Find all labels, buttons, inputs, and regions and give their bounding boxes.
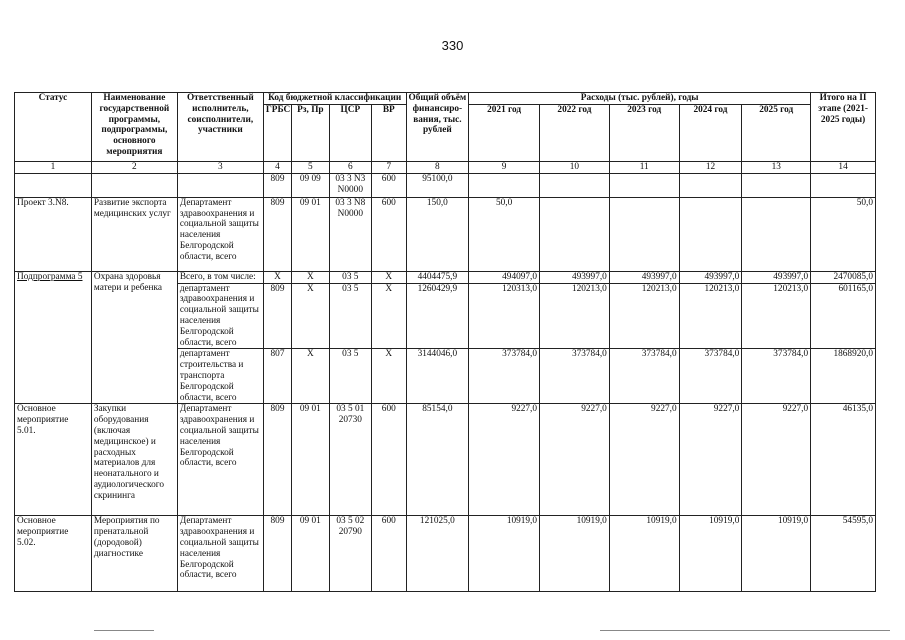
- year-2024-cell: 493997,0: [679, 271, 742, 283]
- header-row-1: [15, 93, 876, 105]
- table-row: [15, 173, 876, 197]
- year-2021-cell: 494097,0: [469, 271, 540, 283]
- year-2024-cell: 10919,0: [679, 516, 742, 592]
- year-2021-cell: 50,0: [469, 197, 540, 271]
- executor-cell: Департамент здравоохранения и социальной защиты населения Белгородской области, всего: [177, 404, 263, 516]
- header-year-2022: 2022 год: [540, 104, 610, 161]
- total-cell: 4404475,9: [406, 271, 469, 283]
- stage-total-cell: 2470085,0: [811, 271, 876, 283]
- executor-cell: Всего, в том числе:: [177, 271, 263, 283]
- col-index: 10: [540, 162, 610, 174]
- scan-rule-right: [600, 630, 890, 631]
- csr-cell: 03 5: [329, 349, 371, 404]
- header-year-2025: 2025 год: [742, 104, 811, 161]
- header-name: Наименование государственной программы, подпрограммы, основного мероприятия: [91, 93, 177, 162]
- budget-table: [14, 92, 876, 592]
- csr-cell: 03 3 N3 N0000: [329, 173, 371, 197]
- year-2022-cell: 373784,0: [540, 349, 610, 404]
- year-2022-cell: 10919,0: [540, 516, 610, 592]
- header-year-2024: 2024 год: [679, 104, 742, 161]
- name-cell: Закупки оборудования (включая медицинское) и расходных материалов для неонатального и аудиологического скрининга: [91, 404, 177, 516]
- col-index: 5: [292, 162, 329, 174]
- stage-total-cell: 54595,0: [811, 516, 876, 592]
- executor-cell: Департамент здравоохранения и социальной защиты населения Белгородской области, всего: [177, 516, 263, 592]
- year-2025-cell: 10919,0: [742, 516, 811, 592]
- header-grbs: ГРБС: [263, 104, 291, 161]
- year-2023-cell: 493997,0: [609, 271, 679, 283]
- col-index: 13: [742, 162, 811, 174]
- header-rzpr: Рз, Пр: [292, 104, 329, 161]
- stage-total-cell: 50,0: [811, 197, 876, 271]
- vr-cell: X: [372, 271, 406, 283]
- col-index: 6: [329, 162, 371, 174]
- col-index: 7: [372, 162, 406, 174]
- name-cell: Мероприятия по пренатальной (дородовой) диагностике: [91, 516, 177, 592]
- col-index: 8: [406, 162, 469, 174]
- grbs-cell: X: [263, 271, 291, 283]
- csr-cell: 03 5 01 20730: [329, 404, 371, 516]
- year-2022-cell: 120213,0: [540, 283, 610, 349]
- stage-total-cell: 1868920,0: [811, 349, 876, 404]
- rzpr-cell: 09 01: [292, 197, 329, 271]
- total-cell: 95100,0: [406, 173, 469, 197]
- year-2023-cell: 10919,0: [609, 516, 679, 592]
- rzpr-cell: X: [292, 283, 329, 349]
- csr-cell: 03 3 N8 N0000: [329, 197, 371, 271]
- vr-cell: X: [372, 283, 406, 349]
- rzpr-cell: X: [292, 271, 329, 283]
- year-2024-cell: 9227,0: [679, 404, 742, 516]
- col-index: 1: [15, 162, 92, 174]
- vr-cell: X: [372, 349, 406, 404]
- rzpr-cell: 09 01: [292, 404, 329, 516]
- executor-cell: департамент строительства и транспорта Белгородской области, всего: [177, 349, 263, 404]
- grbs-cell: 809: [263, 516, 291, 592]
- rzpr-cell: 09 09: [292, 173, 329, 197]
- grbs-cell: 809: [263, 173, 291, 197]
- col-index: 2: [91, 162, 177, 174]
- total-cell: 150,0: [406, 197, 469, 271]
- stage-total-cell: 46135,0: [811, 404, 876, 516]
- csr-cell: 03 5: [329, 271, 371, 283]
- year-2025-cell: 493997,0: [742, 271, 811, 283]
- header-total: Общий объём финансиро-вания, тыс. рублей: [406, 93, 469, 162]
- col-index: 9: [469, 162, 540, 174]
- year-2024-cell: 373784,0: [679, 349, 742, 404]
- header-year-2023: 2023 год: [609, 104, 679, 161]
- page-number: 330: [441, 38, 464, 53]
- grbs-cell: 809: [263, 283, 291, 349]
- status-cell: Основное мероприятие 5.01.: [15, 404, 92, 516]
- table-row: [15, 516, 876, 592]
- header-executor: Ответственный исполнитель, соисполнители, участники: [177, 93, 263, 162]
- col-index: 3: [177, 162, 263, 174]
- vr-cell: 600: [372, 516, 406, 592]
- total-cell: 121025,0: [406, 516, 469, 592]
- table-row: [15, 271, 876, 283]
- rzpr-cell: 09 01: [292, 516, 329, 592]
- status-cell: Проект 3.N8.: [15, 197, 92, 271]
- year-2022-cell: 9227,0: [540, 404, 610, 516]
- name-cell: Охрана здоровья матери и ребенка: [91, 271, 177, 404]
- year-2021-cell: 9227,0: [469, 404, 540, 516]
- header-vr: ВР: [372, 104, 406, 161]
- rzpr-cell: X: [292, 349, 329, 404]
- executor-cell: департамент здравоохранения и социальной защиты населения Белгородской области, всего: [177, 283, 263, 349]
- csr-cell: 03 5 02 20790: [329, 516, 371, 592]
- grbs-cell: 809: [263, 197, 291, 271]
- year-2025-cell: 373784,0: [742, 349, 811, 404]
- col-index: 11: [609, 162, 679, 174]
- vr-cell: 600: [372, 173, 406, 197]
- status-cell: Подпрограмма 5: [15, 271, 92, 404]
- grbs-cell: 807: [263, 349, 291, 404]
- year-2021-cell: 373784,0: [469, 349, 540, 404]
- col-index: 12: [679, 162, 742, 174]
- year-2022-cell: 493997,0: [540, 271, 610, 283]
- grbs-cell: 809: [263, 404, 291, 516]
- stage-total-cell: 601165,0: [811, 283, 876, 349]
- vr-cell: 600: [372, 197, 406, 271]
- name-cell: Развитие экспорта медицинских услуг: [91, 197, 177, 271]
- year-2023-cell: 373784,0: [609, 349, 679, 404]
- year-2023-cell: 9227,0: [609, 404, 679, 516]
- total-cell: 3144046,0: [406, 349, 469, 404]
- header-csr: ЦСР: [329, 104, 371, 161]
- executor-cell: Департамент здравоохранения и социальной защиты населения Белгородской области, всего: [177, 197, 263, 271]
- csr-cell: 03 5: [329, 283, 371, 349]
- table-row: [15, 404, 876, 516]
- vr-cell: 600: [372, 404, 406, 516]
- header-year-2021: 2021 год: [469, 104, 540, 161]
- table-row: [15, 197, 876, 271]
- total-cell: 85154,0: [406, 404, 469, 516]
- scan-rule-left: [94, 630, 154, 631]
- year-2024-cell: 120213,0: [679, 283, 742, 349]
- year-2021-cell: 120313,0: [469, 283, 540, 349]
- header-stage-total: Итого на II этапе (2021-2025 годы): [811, 93, 876, 162]
- header-status: Статус: [15, 93, 92, 162]
- column-index-row: [15, 162, 876, 174]
- col-index: 14: [811, 162, 876, 174]
- year-2025-cell: 9227,0: [742, 404, 811, 516]
- header-expenses: Расходы (тыс. рублей), годы: [469, 93, 811, 105]
- status-cell: Основное мероприятие 5.02.: [15, 516, 92, 592]
- year-2025-cell: 120213,0: [742, 283, 811, 349]
- col-index: 4: [263, 162, 291, 174]
- header-budget-code: Код бюджетной классификации: [263, 93, 406, 105]
- total-cell: 1260429,9: [406, 283, 469, 349]
- year-2021-cell: 10919,0: [469, 516, 540, 592]
- year-2023-cell: 120213,0: [609, 283, 679, 349]
